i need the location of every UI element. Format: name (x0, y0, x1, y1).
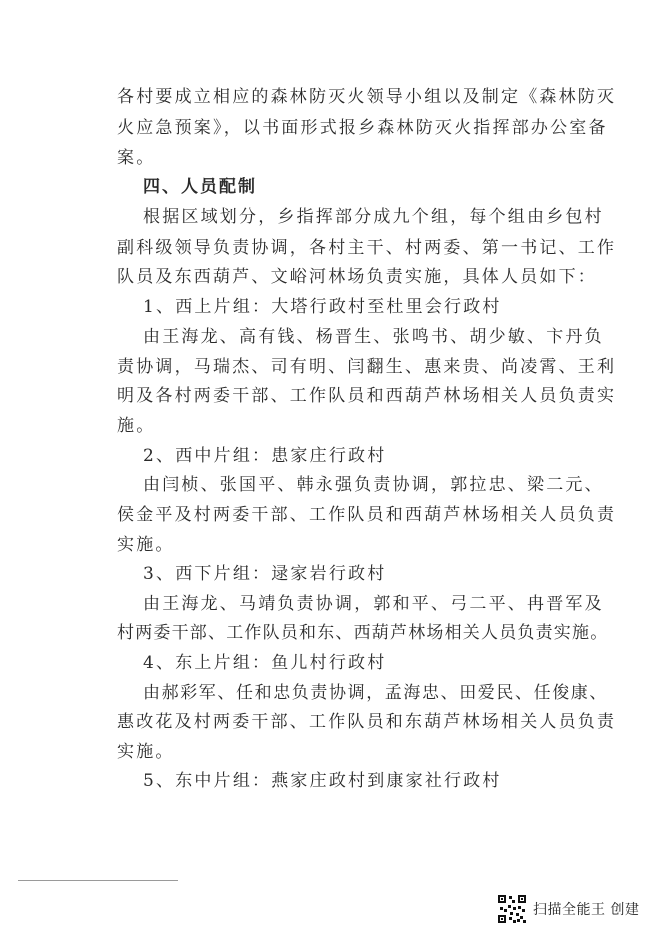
section-heading: 四、人员配制 (143, 177, 257, 197)
paragraph-line: 施。 (117, 416, 156, 436)
qr-code-icon (498, 895, 526, 923)
paragraph-line: 实施。 (117, 535, 175, 555)
paragraph-line: 案。 (117, 148, 156, 168)
paragraph-line: 根据区域划分，乡指挥部分成九个组，每个组由乡包村 (143, 207, 604, 227)
scanner-watermark (498, 894, 639, 924)
paragraph-line: 队员及东西葫芦、文峪河林场负责实施，具体人员如下： (117, 267, 597, 287)
group-heading: 2、西中片组：患家庄行政村 (143, 446, 387, 466)
paragraph-line: 由王海龙、高有钱、杨晋生、张鸣书、胡少敏、卞丹负 (143, 327, 604, 347)
paragraph-line: 由王海龙、马靖负责协调，郭和平、弓二平、冉晋军及 (143, 594, 604, 614)
paragraph-line: 火应急预案》，以书面形式报乡森林防灭火指挥部办公室备 (117, 118, 608, 138)
group-heading: 3、西下片组：逯家岩行政村 (143, 564, 387, 584)
page-divider (18, 880, 178, 881)
group-heading: 4、东上片组：鱼儿村行政村 (143, 653, 387, 673)
paragraph-line: 村两委干部、工作队员和东、西葫芦林场相关人员负责实施。 (117, 623, 609, 643)
paragraph-line: 侯金平及村两委干部、工作队员和西葫芦林场相关人员负责 (117, 505, 617, 525)
paragraph-line: 明及各村两委干部、工作队员和西葫芦林场相关人员负责实 (117, 386, 617, 406)
group-heading: 1、西上片组：大塔行政村至杜里会行政村 (143, 297, 502, 317)
paragraph-line: 责协调，马瑞杰、司有明、闫翻生、惠来贵、尚凌霄、王利 (117, 357, 617, 377)
paragraph-line: 由闫桢、张国平、韩永强负责协调，郭拉忠、梁二元、 (143, 475, 604, 495)
paragraph-line: 实施。 (117, 742, 175, 762)
paragraph-line: 副科级领导负责协调，各村主干、村两委、第一书记、工作 (117, 238, 617, 258)
group-heading: 5、东中片组：燕家庄政村到康家社行政村 (143, 771, 502, 791)
watermark-text: 扫描全能王 创建 (533, 902, 640, 918)
paragraph-line: 由郝彩军、任和忠负责协调，孟海忠、田爱民、任俊康、 (143, 683, 608, 703)
paragraph-line: 各村要成立相应的森林防灭火领导小组以及制定《森林防灭 (117, 87, 617, 107)
paragraph-line: 惠改花及村两委干部、工作队员和东葫芦林场相关人员负责 (117, 712, 617, 732)
